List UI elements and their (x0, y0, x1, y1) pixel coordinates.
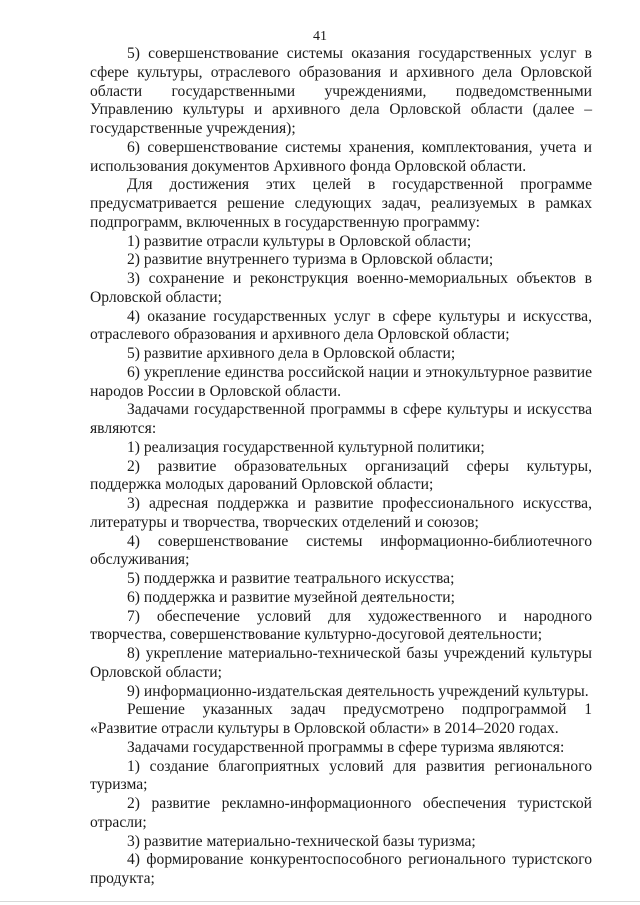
list-item: 2) развитие образовательных организаций сферы культуры, поддержка молодых дарований Орловской области; (90, 457, 592, 494)
scan-edge-line (0, 901, 640, 902)
list-item: 1) реализация государственной культурной политики; (127, 438, 485, 456)
paragraph: Задачами государственной программы в сфере культуры и искусства являются: (90, 401, 592, 437)
list-item: 4) оказание государственных услуг в сфере культуры и искусства, отраслевого образования и архивного дела Орловской области; (90, 307, 592, 344)
list-item: 1) развитие отрасли культуры в Орловской области; (127, 232, 472, 250)
list-item: 2) развитие внутреннего туризма в Орловской области; (127, 251, 494, 269)
list-item: 7) обеспечение условий для художественного и народного творчества, совершенствование культурно-досуговой деятельности; (90, 607, 592, 644)
paragraph: Решение указанных задач предусмотрено подпрограммой 1 «Развитие отрасли культуры в Орловской области» в 2014–2020 годах. (90, 701, 592, 737)
document-body (90, 45, 592, 889)
list-item: 3) сохранение и реконструкция военно-мемориальных объектов в Орловской области; (90, 270, 592, 306)
list-item: 5) поддержка и развитие театрального искусства; (127, 570, 455, 587)
list-item: 4) формирование конкурентоспособного регионального туристского продукта; (90, 851, 592, 887)
list-item: 3) адресная поддержка и развитие профессионального искусства, литературы и творчества, творческих отделений и союзов; (90, 495, 592, 531)
paragraph: Для достижения этих целей в государственной программе предусматривается решение следующих задач, реализуемых в рамках подпрограмм, включенных в государственную программу: (90, 176, 592, 231)
list-item: 8) укрепление материально-технической базы учреждений культуры Орловской области; (90, 645, 592, 681)
list-item: 4) совершенствование системы информационно-библиотечного обслуживания; (90, 532, 592, 569)
paragraph: 6) совершенствование системы хранения, комплектования, учета и использования документов Архивного фонда Орловской области. (90, 138, 592, 175)
page-number: 41 (313, 29, 327, 44)
list-item: 1) создание благоприятных условий для развития регионального туризма; (90, 757, 592, 794)
list-item: 2) развитие рекламно-информационного обеспечения туристской отрасли; (90, 795, 592, 831)
paragraph: 5) совершенствование системы оказания государственных услуг в сфере культуры, отраслевого образования и архивного дела Орловской области государственными учреждениями, подведомственными Управлению культуры и архивного дела Орловской области (далее – государственные учреждения); (90, 45, 592, 137)
list-item: 5) развитие архивного дела в Орловской области; (127, 345, 456, 362)
paragraph: Задачами государственной программы в сфере туризма являются: (127, 738, 565, 756)
list-item: 6) поддержка и развитие музейной деятельности; (127, 588, 455, 606)
list-item: 9) информационно-издательская деятельность учреждений культуры. (127, 682, 589, 700)
list-item: 3) развитие материально-технической базы туризма; (127, 832, 476, 850)
list-item: 6) укрепление единства российской нации и этнокультурное развитие народов России в Орловской области. (90, 363, 592, 400)
